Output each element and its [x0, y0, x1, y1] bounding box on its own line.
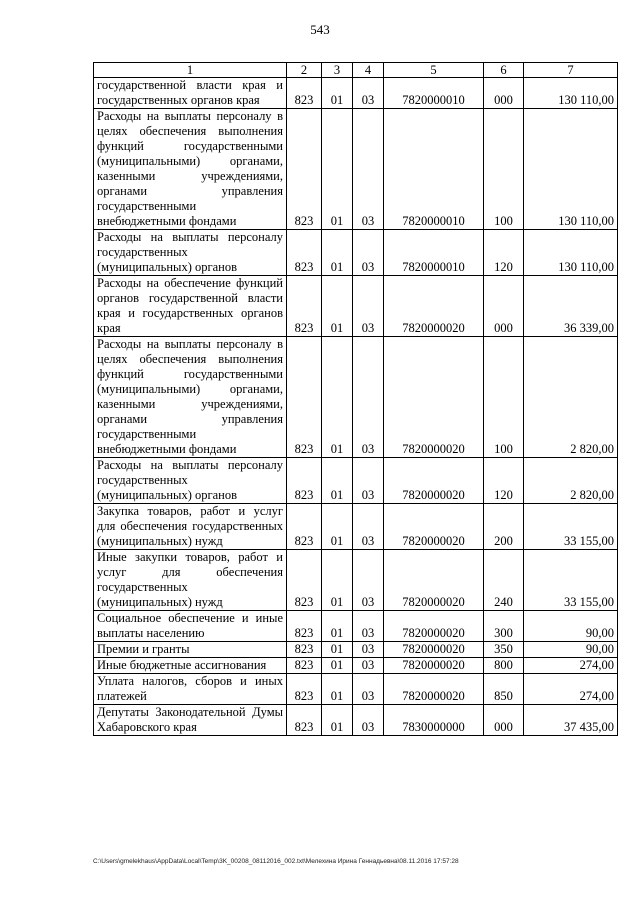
column-header: 2 [287, 63, 322, 78]
table-row [94, 504, 618, 550]
cell-target-article: 7820000010 [384, 78, 484, 109]
cell-expense-type: 120 [484, 230, 524, 276]
column-header: 1 [94, 63, 287, 78]
column-header: 6 [484, 63, 524, 78]
cell-admin-code: 823 [287, 611, 322, 642]
column-header: 7 [524, 63, 618, 78]
cell-expense-type: 850 [484, 674, 524, 705]
cell-expense-type: 300 [484, 611, 524, 642]
column-header: 4 [353, 63, 384, 78]
cell-subsection: 03 [353, 705, 384, 736]
table-row [94, 230, 618, 276]
cell-name: государственной власти края и государственных органов края [94, 78, 287, 109]
cell-subsection: 03 [353, 276, 384, 337]
cell-expense-type: 100 [484, 337, 524, 458]
cell-expense-type: 800 [484, 658, 524, 674]
cell-amount: 36 339,00 [524, 276, 618, 337]
cell-amount: 274,00 [524, 674, 618, 705]
cell-target-article: 7820000020 [384, 458, 484, 504]
table-header-row [94, 63, 618, 78]
column-header: 3 [322, 63, 353, 78]
cell-amount: 130 110,00 [524, 230, 618, 276]
cell-subsection: 03 [353, 550, 384, 611]
cell-admin-code: 823 [287, 504, 322, 550]
table-row [94, 550, 618, 611]
cell-section: 01 [322, 674, 353, 705]
cell-name: Расходы на выплаты персоналу в целях обеспечения выполнения функций государственными (муниципальными) органами, казенными учреждениями, органами управления государственными внебюджетными фондами [94, 337, 287, 458]
cell-subsection: 03 [353, 458, 384, 504]
cell-name: Премии и гранты [94, 642, 287, 658]
cell-admin-code: 823 [287, 674, 322, 705]
cell-amount: 130 110,00 [524, 109, 618, 230]
table-body [94, 78, 618, 736]
cell-name: Социальное обеспечение и иные выплаты населению [94, 611, 287, 642]
cell-section: 01 [322, 705, 353, 736]
cell-section: 01 [322, 611, 353, 642]
budget-table [93, 62, 618, 736]
cell-subsection: 03 [353, 230, 384, 276]
cell-expense-type: 200 [484, 504, 524, 550]
cell-section: 01 [322, 550, 353, 611]
column-header: 5 [384, 63, 484, 78]
cell-section: 01 [322, 504, 353, 550]
cell-name: Закупка товаров, работ и услуг для обеспечения государственных (муниципальных) нужд [94, 504, 287, 550]
cell-subsection: 03 [353, 674, 384, 705]
cell-target-article: 7820000020 [384, 337, 484, 458]
cell-admin-code: 823 [287, 658, 322, 674]
cell-section: 01 [322, 78, 353, 109]
cell-section: 01 [322, 642, 353, 658]
cell-amount: 37 435,00 [524, 705, 618, 736]
cell-name: Депутаты Законодательной Думы Хабаровского края [94, 705, 287, 736]
cell-admin-code: 823 [287, 642, 322, 658]
cell-target-article: 7820000020 [384, 276, 484, 337]
cell-name: Расходы на выплаты персоналу государственных (муниципальных) органов [94, 230, 287, 276]
table-row [94, 705, 618, 736]
cell-section: 01 [322, 276, 353, 337]
cell-amount: 90,00 [524, 642, 618, 658]
cell-section: 01 [322, 337, 353, 458]
cell-subsection: 03 [353, 337, 384, 458]
cell-expense-type: 100 [484, 109, 524, 230]
cell-expense-type: 120 [484, 458, 524, 504]
cell-admin-code: 823 [287, 337, 322, 458]
table-row [94, 658, 618, 674]
cell-admin-code: 823 [287, 78, 322, 109]
cell-expense-type: 000 [484, 276, 524, 337]
cell-amount: 33 155,00 [524, 550, 618, 611]
cell-target-article: 7820000020 [384, 611, 484, 642]
cell-name: Иные бюджетные ассигнования [94, 658, 287, 674]
cell-amount: 33 155,00 [524, 504, 618, 550]
table-row [94, 78, 618, 109]
cell-target-article: 7820000020 [384, 550, 484, 611]
cell-subsection: 03 [353, 109, 384, 230]
cell-subsection: 03 [353, 642, 384, 658]
cell-target-article: 7820000020 [384, 658, 484, 674]
cell-target-article: 7820000020 [384, 674, 484, 705]
cell-amount: 90,00 [524, 611, 618, 642]
cell-amount: 130 110,00 [524, 78, 618, 109]
cell-target-article: 7820000020 [384, 504, 484, 550]
table-row [94, 276, 618, 337]
cell-amount: 2 820,00 [524, 337, 618, 458]
table-row [94, 674, 618, 705]
table-row [94, 337, 618, 458]
cell-expense-type: 350 [484, 642, 524, 658]
cell-expense-type: 000 [484, 705, 524, 736]
table-row [94, 611, 618, 642]
cell-target-article: 7820000010 [384, 230, 484, 276]
cell-name: Расходы на обеспечение функций органов государственной власти края и государственных органов края [94, 276, 287, 337]
cell-name: Расходы на выплаты персоналу в целях обеспечения выполнения функций государственными (муниципальными) органами, казенными учреждениями, органами управления государственными внебюджетными фондами [94, 109, 287, 230]
cell-admin-code: 823 [287, 550, 322, 611]
table-row [94, 458, 618, 504]
table-row [94, 109, 618, 230]
page-number: 543 [310, 22, 330, 37]
cell-expense-type: 000 [484, 78, 524, 109]
cell-target-article: 7830000000 [384, 705, 484, 736]
cell-admin-code: 823 [287, 276, 322, 337]
cell-name: Расходы на выплаты персоналу государственных (муниципальных) органов [94, 458, 287, 504]
cell-admin-code: 823 [287, 705, 322, 736]
cell-subsection: 03 [353, 658, 384, 674]
footer-file-path: C:\Users\gmelekhaus\AppData\Local\Temp\3K_00208_08112016_002.txt\Мелехина Ирина Геннадьевна\08.11.2016 17:57:28 [93, 858, 459, 865]
cell-name: Уплата налогов, сборов и иных платежей [94, 674, 287, 705]
cell-section: 01 [322, 458, 353, 504]
cell-admin-code: 823 [287, 458, 322, 504]
cell-target-article: 7820000010 [384, 109, 484, 230]
cell-subsection: 03 [353, 504, 384, 550]
cell-amount: 274,00 [524, 658, 618, 674]
cell-target-article: 7820000020 [384, 642, 484, 658]
table-row [94, 642, 618, 658]
cell-section: 01 [322, 658, 353, 674]
cell-admin-code: 823 [287, 230, 322, 276]
cell-expense-type: 240 [484, 550, 524, 611]
cell-name: Иные закупки товаров, работ и услуг для обеспечения государственных (муниципальных) нужд [94, 550, 287, 611]
cell-section: 01 [322, 230, 353, 276]
cell-section: 01 [322, 109, 353, 230]
cell-amount: 2 820,00 [524, 458, 618, 504]
cell-subsection: 03 [353, 611, 384, 642]
cell-subsection: 03 [353, 78, 384, 109]
cell-admin-code: 823 [287, 109, 322, 230]
